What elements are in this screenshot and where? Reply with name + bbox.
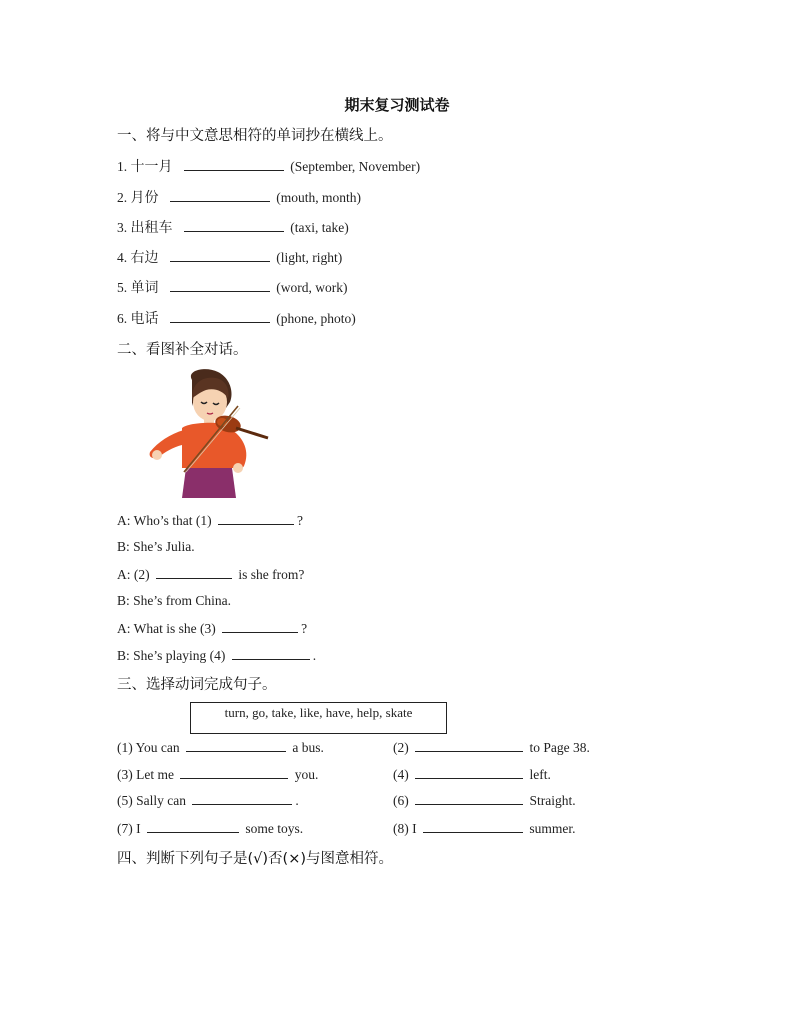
dialogue-line <box>117 647 316 664</box>
section2-heading: 二、看图补全对话。 <box>117 342 248 358</box>
word-bank-box <box>190 702 447 734</box>
dialogue-line <box>117 512 303 529</box>
sentence-text: to Page 38. <box>529 740 590 755</box>
sentence-item <box>117 820 303 837</box>
dialogue-line <box>117 620 307 637</box>
item-number: 3. <box>117 220 128 235</box>
section1-heading: 一、将与中文意思相符的单词抄在横线上。 <box>117 128 393 144</box>
answer-blank[interactable] <box>415 766 523 779</box>
dialogue-text: . <box>312 648 317 663</box>
sentence-text: Straight. <box>529 793 576 808</box>
answer-blank[interactable] <box>423 820 523 833</box>
answer-blank[interactable] <box>218 512 294 525</box>
word-options: (taxi, take) <box>290 220 349 235</box>
vocab-item <box>117 187 361 207</box>
item-number: 2. <box>117 190 128 205</box>
chinese-word: 出租车 <box>130 220 173 236</box>
dialogue-text: A: What is she (3) <box>117 621 216 636</box>
item-number: 5. <box>117 280 128 295</box>
answer-blank[interactable] <box>415 792 523 805</box>
sentence-item <box>117 792 299 809</box>
answer-blank[interactable] <box>415 739 523 752</box>
dialogue-text: A: (2) <box>117 567 150 582</box>
word-options: (word, work) <box>276 280 348 295</box>
sentence-text: a bus. <box>292 740 324 755</box>
girl-playing-violin-illustration <box>140 368 275 503</box>
sentence-item <box>393 739 590 756</box>
answer-blank[interactable] <box>156 566 232 579</box>
sentence-item <box>393 766 551 783</box>
sentence-item <box>393 792 576 809</box>
chinese-word: 右边 <box>130 250 159 266</box>
answer-blank[interactable] <box>186 739 286 752</box>
dialogue-text: ? <box>297 513 303 528</box>
vocab-item <box>117 156 420 176</box>
sentence-text: (6) <box>393 793 409 808</box>
dialogue-line <box>117 539 195 555</box>
answer-blank[interactable] <box>232 647 310 660</box>
answer-blank[interactable] <box>180 766 288 779</box>
dialogue-text: ? <box>301 621 308 636</box>
item-number: 1. <box>117 159 128 174</box>
word-bank-text: turn, go, take, like, have, help, skate <box>224 705 413 720</box>
sentence-text: (3) Let me <box>117 767 174 782</box>
word-options: (phone, photo) <box>276 311 356 326</box>
dialogue-text: A: Who’s that (1) <box>117 513 212 528</box>
sentence-text: (2) <box>393 740 409 755</box>
dialogue-text: B: She’s from China. <box>117 593 231 608</box>
sentence-text: (8) I <box>393 821 417 836</box>
answer-blank[interactable] <box>170 189 270 202</box>
sentence-text: . <box>295 793 299 808</box>
section3-heading: 三、选择动词完成句子。 <box>117 677 277 693</box>
item-number: 4. <box>117 250 128 265</box>
item-number: 6. <box>117 311 128 326</box>
sentence-text: (5) Sally can <box>117 793 186 808</box>
page-title: 期末复习测试卷 <box>344 96 450 114</box>
sentence-text: summer. <box>529 821 576 836</box>
word-options: (mouth, month) <box>276 190 361 205</box>
answer-blank[interactable] <box>184 219 284 232</box>
chinese-word: 十一月 <box>130 159 173 175</box>
dialogue-text: B: She’s playing (4) <box>117 648 226 663</box>
dialogue-text: B: She’s Julia. <box>117 539 195 554</box>
dialogue-line <box>117 593 231 609</box>
dialogue-text: is she from? <box>238 567 305 582</box>
sentence-item <box>117 739 324 756</box>
answer-blank[interactable] <box>222 620 298 633</box>
chinese-word: 单词 <box>130 280 159 296</box>
sentence-text: (1) You can <box>117 740 180 755</box>
sentence-text: (7) I <box>117 821 141 836</box>
word-options: (light, right) <box>276 250 343 265</box>
section4-heading: 四、判断下列句子是(√)否(×)与图意相符。 <box>117 851 394 867</box>
sentence-text: some toys. <box>245 821 304 836</box>
answer-blank[interactable] <box>184 158 284 171</box>
sentence-item <box>117 766 318 783</box>
vocab-item <box>117 217 349 237</box>
vocab-item <box>117 277 347 297</box>
sentence-item <box>393 820 576 837</box>
answer-blank[interactable] <box>147 820 239 833</box>
answer-blank[interactable] <box>170 249 270 262</box>
answer-blank[interactable] <box>170 310 270 323</box>
answer-blank[interactable] <box>192 792 292 805</box>
answer-blank[interactable] <box>170 279 270 292</box>
sentence-text: you. <box>294 767 319 782</box>
chinese-word: 电话 <box>130 311 159 327</box>
sentence-text: (4) <box>393 767 409 782</box>
vocab-item <box>117 247 342 267</box>
vocab-item <box>117 308 356 328</box>
chinese-word: 月份 <box>130 190 159 206</box>
sentence-text: left. <box>529 767 551 782</box>
dialogue-line <box>117 566 304 583</box>
word-options: (September, November) <box>290 159 421 174</box>
